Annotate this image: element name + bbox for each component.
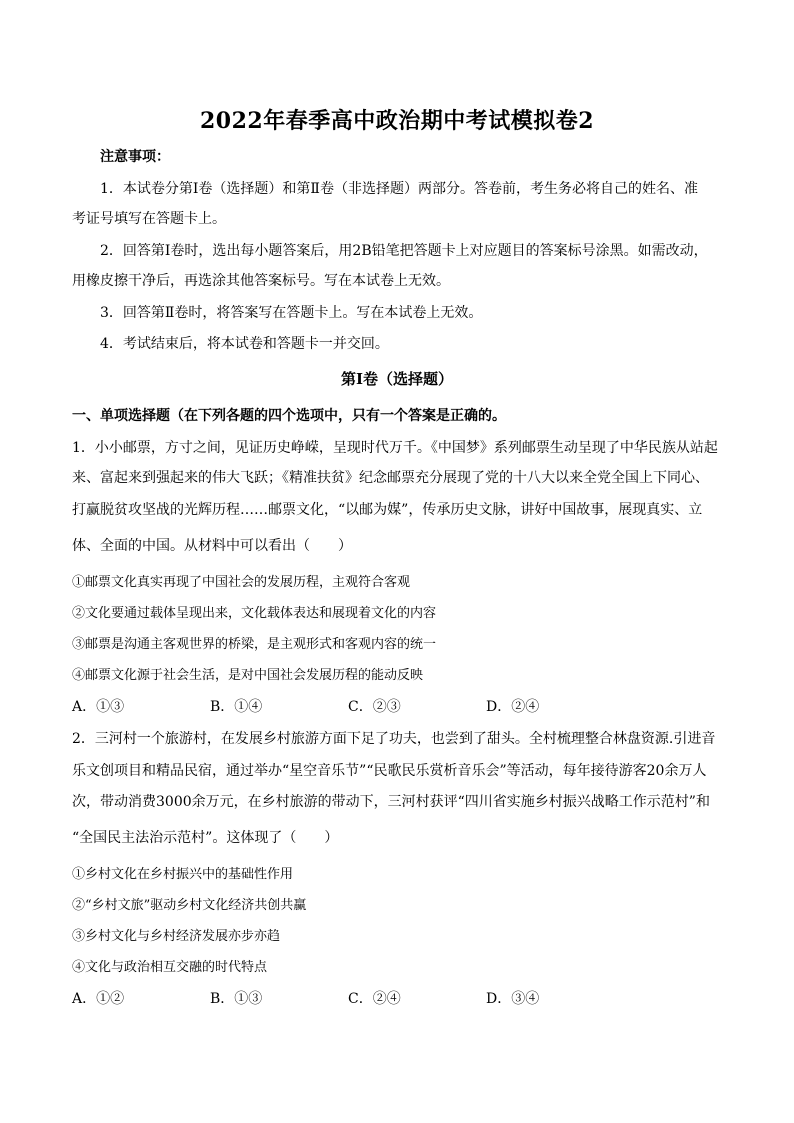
question-1-statement: ③邮票是沟通主客观世界的桥梁，是主观形式和客观内容的统一 bbox=[72, 637, 437, 652]
notice-line: 4．考试结束后，将本试卷和答题卡一并交回。 bbox=[100, 336, 389, 352]
question-2-statement: ③乡村文化与乡村经济发展亦步亦趋 bbox=[72, 929, 281, 944]
question-1-text: 打赢脱贫攻坚战的光辉历程……邮票文化，“以邮为媒”，传承历史文脉，讲好中国故事，展现真实、立 bbox=[72, 502, 703, 518]
option-a[interactable]: A．①② bbox=[72, 991, 125, 1007]
notice-line: 1．本试卷分第Ⅰ卷（选择题）和第Ⅱ卷（非选择题）两部分。答卷前，考生务必将自己的姓名、准 bbox=[100, 181, 698, 197]
question-2-options bbox=[72, 988, 539, 1008]
question-1-text: 体、全面的中国。从材料中可以看出（ ） bbox=[72, 538, 352, 554]
option-d[interactable]: D．③④ bbox=[486, 991, 540, 1007]
notice-line: 考证号填写在答题卡上。 bbox=[72, 211, 226, 227]
question-2-statement: ②“乡村文旅”驱动乡村文化经济共创共赢 bbox=[72, 898, 307, 913]
question-2-text: 次，带动消费3000余万元，在乡村旅游的带动下，三河村获评“四川省实施乡村振兴战略工作示范村”和 bbox=[72, 794, 710, 810]
question-2-statement: ①乡村文化在乡村振兴中的基础性作用 bbox=[72, 867, 294, 882]
question-1-text: 1．小小邮票，方寸之间，见证历史峥嵘，呈现时代万千。《中国梦》系列邮票生动呈现了中华民族从站起 bbox=[72, 440, 718, 456]
notice-line: 2．回答第Ⅰ卷时，选出每小题答案后，用2B铅笔把答题卡上对应题目的答案标号涂黑。如需改动， bbox=[100, 243, 708, 259]
notice-line: 3．回答第Ⅱ卷时，将答案写在答题卡上。写在本试卷上无效。 bbox=[100, 305, 483, 321]
option-c[interactable]: C．②③ bbox=[348, 699, 401, 715]
notice-line: 用橡皮擦干净后，再选涂其他答案标号。写在本试卷上无效。 bbox=[72, 273, 450, 289]
question-1-statement: ④邮票文化源于社会生活，是对中国社会发展历程的能动反映 bbox=[72, 668, 424, 683]
option-c[interactable]: C．②④ bbox=[348, 991, 401, 1007]
question-1-statement: ②文化要通过载体呈现出来，文化载体表达和展现着文化的内容 bbox=[72, 606, 437, 621]
question-2-statement: ④文化与政治相互交融的时代特点 bbox=[72, 960, 268, 975]
part-heading: 一、单项选择题（在下列各题的四个选项中，只有一个答案是正确的。 bbox=[72, 408, 506, 424]
option-a[interactable]: A．①③ bbox=[72, 699, 125, 715]
option-b[interactable]: B．①④ bbox=[210, 699, 263, 715]
question-2-text: 乐文创项目和精品民宿，通过举办“星空音乐节”“民歌民乐赏析音乐会”等活动，每年接待游客20余万人 bbox=[72, 763, 707, 779]
question-2-text: 2．三河村一个旅游村，在发展乡村旅游方面下足了功夫，也尝到了甜头。全村梳理整合林盘资源.引进音 bbox=[72, 731, 716, 747]
question-1-statement: ①邮票文化真实再现了中国社会的发展历程，主观符合客观 bbox=[72, 575, 411, 590]
question-2-text: “全国民主法治示范村”。这体现了（ ） bbox=[72, 830, 339, 846]
page-title: 2022年春季高中政治期中考试模拟卷2 bbox=[199, 108, 595, 134]
notice-heading: 注意事项： bbox=[100, 149, 170, 165]
option-d[interactable]: D．②④ bbox=[486, 699, 540, 715]
option-b[interactable]: B．①③ bbox=[210, 991, 263, 1007]
question-1-options bbox=[72, 696, 539, 716]
question-1-text: 来、富起来到强起来的伟大飞跃；《精准扶贫》纪念邮票充分展现了党的十八大以来全党全国上下同心、 bbox=[72, 470, 709, 486]
section-title: 第Ⅰ卷（选择题） bbox=[340, 370, 454, 388]
